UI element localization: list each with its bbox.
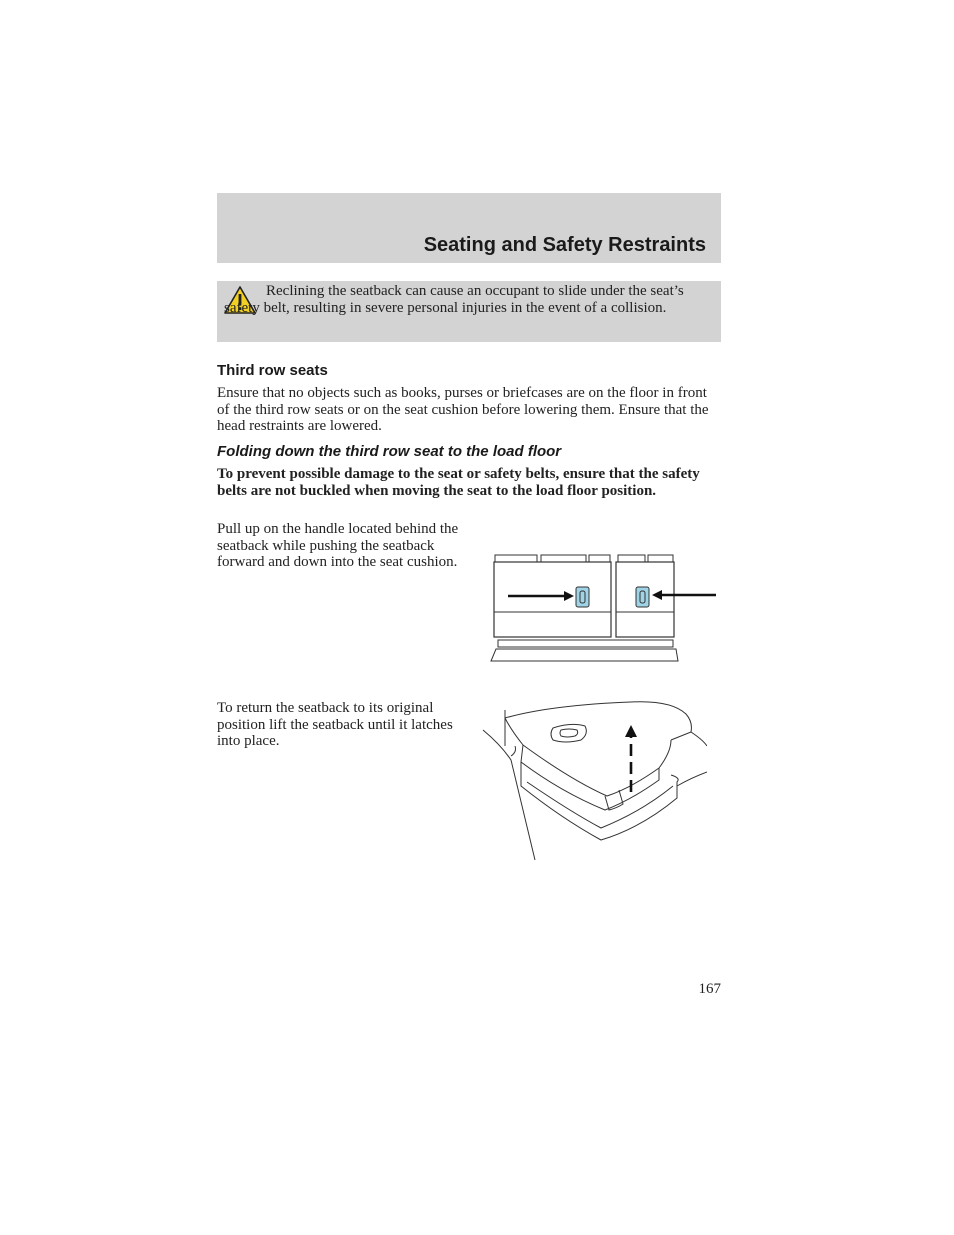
seat-release-handles-illustration bbox=[488, 550, 720, 665]
intro-paragraph: Ensure that no objects such as books, purses or briefcases are on the floor in front of the third row seats or on the seat cushion before lowering them. Ensure that the head restraints are lowered. bbox=[217, 385, 709, 435]
page-number: 167 bbox=[698, 981, 721, 997]
section-heading: Third row seats bbox=[217, 362, 328, 379]
header-band bbox=[217, 193, 721, 263]
warning-text: Reclining the seatback can cause an occupant to slide under the seat’s safety belt, resulting in severe personal injuries in the event of a collision. bbox=[224, 283, 684, 316]
caution-paragraph: To prevent possible damage to the seat or safety belts, ensure that the safety belts are not buckled when moving the seat to the load floor position. bbox=[217, 466, 700, 499]
warning-box bbox=[217, 281, 721, 342]
seatback-lift-illustration bbox=[481, 700, 707, 862]
step-fold-paragraph: Pull up on the handle located behind the seatback while pushing the seatback forward and down into the seat cushion. bbox=[217, 521, 459, 571]
step-return-paragraph: To return the seatback to its original position lift the seatback until it latches into place. bbox=[217, 700, 453, 750]
subsection-heading: Folding down the third row seat to the load floor bbox=[217, 443, 562, 460]
page-title: Seating and Safety Restraints bbox=[423, 234, 706, 256]
